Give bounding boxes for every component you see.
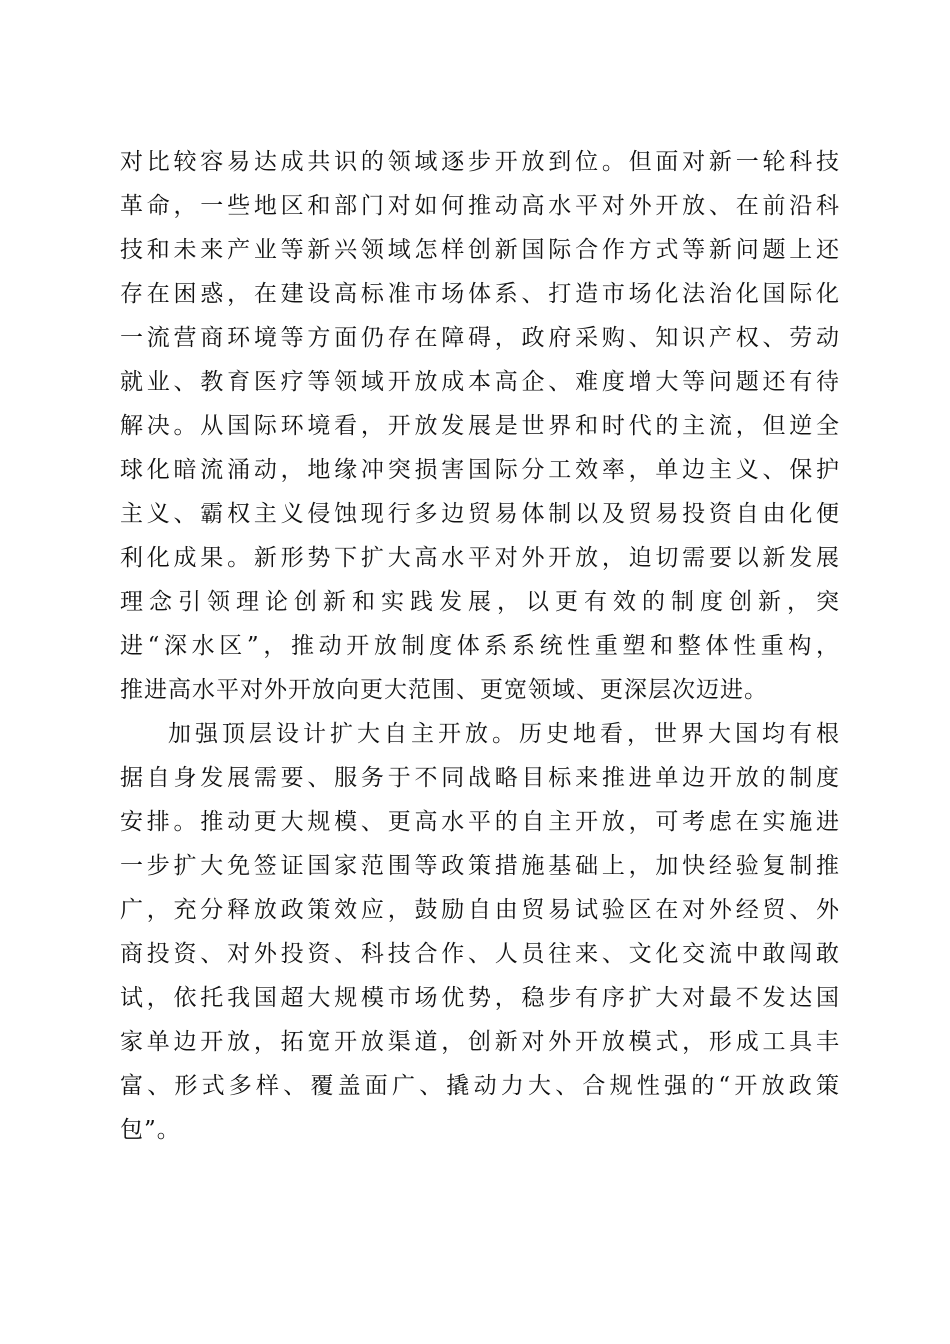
paragraph-line: 推进高水平对外开放向更大范围、更宽领域、更深层次迈进。 [120, 677, 768, 703]
paragraph-line: 革命，一些地区和部门对如何推动高水平对外开放、在前沿科 [120, 193, 840, 219]
paragraph-line: 就业、教育医疗等领域开放成本高企、难度增大等问题还有待 [120, 369, 840, 395]
paragraph-line: 包”。 [120, 1117, 181, 1143]
paragraph-2 [120, 712, 840, 1152]
paragraph-line: 安排。推动更大规模、更高水平的自主开放，可考虑在实施进 [120, 809, 840, 835]
paragraph-line: 技和未来产业等新兴领域怎样创新国际合作方式等新问题上还 [120, 237, 840, 263]
paragraph-line: 富、形式多样、覆盖面广、撬动力大、合规性强的“开放政策 [120, 1073, 840, 1099]
paragraph-line: 对比较容易达成共识的领域逐步开放到位。但面对新一轮科技 [120, 149, 840, 175]
paragraph-1 [120, 140, 840, 712]
paragraph-line: 商投资、对外投资、科技合作、人员往来、文化交流中敢闯敢 [120, 941, 840, 967]
paragraph-line: 主义、霸权主义侵蚀现行多边贸易体制以及贸易投资自由化便 [120, 501, 840, 527]
document-body [120, 140, 840, 1152]
paragraph-line: 球化暗流涌动，地缘冲突损害国际分工效率，单边主义、保护 [120, 457, 840, 483]
paragraph-line: 利化成果。新形势下扩大高水平对外开放，迫切需要以新发展 [120, 545, 840, 571]
paragraph-line: 试，依托我国超大规模市场优势，稳步有序扩大对最不发达国 [120, 985, 840, 1011]
paragraph-line: 加强顶层设计扩大自主开放。历史地看，世界大国均有根 [168, 721, 840, 747]
paragraph-line: 家单边开放，拓宽开放渠道，创新对外开放模式，形成工具丰 [120, 1029, 840, 1055]
paragraph-line: 存在困惑，在建设高标准市场体系、打造市场化法治化国际化 [120, 281, 840, 307]
paragraph-line: 一流营商环境等方面仍存在障碍，政府采购、知识产权、劳动 [120, 325, 840, 351]
paragraph-line: 一步扩大免签证国家范围等政策措施基础上，加快经验复制推 [120, 853, 840, 879]
paragraph-line: 据自身发展需要、服务于不同战略目标来推进单边开放的制度 [120, 765, 840, 791]
paragraph-line: 解决。从国际环境看，开放发展是世界和时代的主流，但逆全 [120, 413, 840, 439]
paragraph-line: 广，充分释放政策效应，鼓励自由贸易试验区在对外经贸、外 [120, 897, 840, 923]
paragraph-line: 理念引领理论创新和实践发展，以更有效的制度创新，突 [120, 589, 840, 615]
paragraph-line: 进“深水区”，推动开放制度体系系统性重塑和整体性重构， [120, 633, 840, 659]
